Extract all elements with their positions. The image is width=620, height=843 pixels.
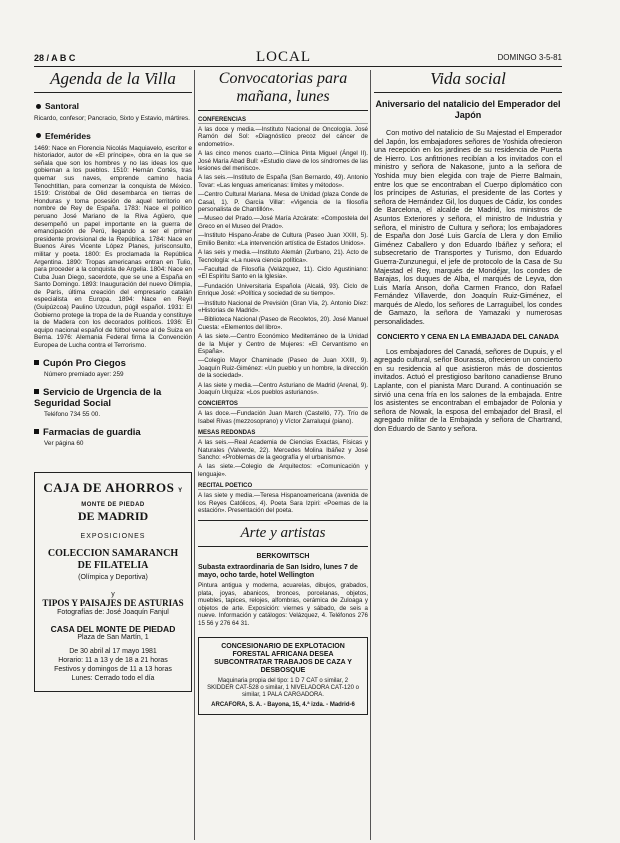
listing-entry: —Instituto Nacional de Previsión (Gran Vía, 2). Antonio Díez: «Historias de Madrid». [198, 299, 368, 314]
ad-horario: Horario: 11 a 13 y de 18 a 21 horas [58, 656, 168, 664]
square-bullet-icon [34, 360, 39, 365]
listing-entry: —Facultad de Filosofía (Velázquez, 11). Ciclo Agustiniano: «El Espíritu Santo en la Iglesia». [198, 265, 368, 281]
listing-entry: A las doce y media.—Instituto Nacional de Oncología. José Ramón del Sol: «Diagnóstico precoz del cáncer de endometrio». [198, 126, 368, 148]
efemerides-heading: Efemérides [34, 131, 192, 141]
ad-coleccion: COLECCION SAMARANCH [47, 547, 179, 559]
santoral-heading: Santoral [34, 101, 192, 111]
berko-lead: Subasta extraordinaria de San Isidro, lunes 7 de mayo, ocho tarde, hotel Wellington [198, 564, 358, 580]
berko-text: Pintura antigua y moderna, acuarelas, dibujos, grabados, plata, joyas, abanicos, bronces, porcelanas, objetos, muebles, tapices, relojes, alfombras, cerámica de Zuloaga y objetos de arte. Exposición: viernes y sábado, de seis a nueve. Información y catálogos: Velázquez, 4. Teléfonos 276 15 56 y 276 64 31. [198, 582, 368, 627]
servicio-text: Teléfono 734 55 00. [44, 410, 101, 418]
ad-fotos: Fotografías de: José Joaquín Fanjul [57, 608, 169, 616]
section-title: LOCAL [256, 49, 311, 65]
listing-entry: —Biblioteca Nacional (Paseo de Recoletos, 20). José Manuel Cuesta: «Elementos del libro». [198, 316, 368, 331]
listing-entry: A las siete.—Centro Económico Mediterráneo de la Unidad de la Mujer y Centro de Mujeres: «El Cervantismo en España». [198, 333, 368, 355]
bullet-icon [36, 104, 41, 109]
column-divider [194, 70, 195, 840]
ad-y: y [111, 590, 115, 598]
canada-headline: CONCIERTO Y CENA EN LA EMBAJADA DEL CANADA [377, 333, 559, 341]
conferencias-label: CONFERENCIAS [198, 117, 368, 124]
column-divider [370, 70, 371, 840]
listing-entry: —Instituto Hispano-Árabe de Cultura (Paseo Juan XXIII, 5). Emilio Benito: «La intervención artística de Estados Unidos». [198, 232, 368, 247]
forestal-ad-address: ARCAFORA, S. A. - Bayona, 15, 4.ª izda. - Madrid-6 [211, 701, 355, 708]
ad-fechas: De 30 abril al 17 mayo 1981 [69, 647, 157, 655]
page-header [34, 49, 562, 67]
convocatorias-title: Convocatorias para mañana, lunes [198, 70, 368, 111]
listing-entry: —Museo del Prado.—José María Azcárate: «Compostela del Greco en el Museo del Prado». [198, 215, 368, 230]
aniversario-headline: Aniversario del natalicio del Emperador del Japón [375, 99, 561, 120]
ad-caja-city: DE MADRID [77, 508, 149, 523]
listing-entry: A las doce.—Fundación Juan March (Castelló, 77). Trío de Isabel Rivas (mezzosoprano) y Víctor Zarraluqui (piano). [198, 410, 368, 425]
ad-plaza: Plaza de San Martín, 1 [77, 633, 149, 641]
aniversario-text: Con motivo del natalicio de Su Majestad el Emperador del Japón, los embajadores señores de Yoshida ofrecieron una recepción en los jardines de su residencia de Puerta de Hierro. Los anfitriones recibían a los invitados con el ministro y señora de Nakasone, junto a la señora de Yoshida muy bien elegida con traje de Pierre Balmain, entre los que se encontraban el Cuerpo diplomático con los príncipes de Asturias, el presidente de las Cortes y señora de Hernández Gil, los duques de Cádiz, los condes de Barcelona, el alcalde de Madrid, los ministros de Asuntos Exteriores y señora, el ministro de Industria y señora, el ministro de Cultura y señora; los embajadores de España don José Luis García de Llera y don Emilio Giménez Caballero y don Eduardo Ibáñez y señora; el subsecretario de Transportes y Turismo, don Eduardo Guerra-Zunzunegui, el jefe de protocolo de la Casa de Su Majestad el Rey, marqués de Mondéjar, los condes de Barajas, los duques de Alba, el marqués de Leyva, don Luis María Anson, doña Carmen Franco, don Rafael Fernández Villaverde, don Joaquín Ruiz-Giménez, el marqués de Aledo, los señores de Larraguibel, los condes de Gamazo, la señora de Yamazaki y numerosas personalidades. [374, 128, 562, 327]
efemerides-text: 1469: Nace en Florencia Nicolás Maquiavelo, escritor e historiador, autor de «El príncipe», obra en la que se señala que son los hombres y no las ideas los que gobiernan a los pueblos. 1510: Hernán Cortés, tras quemar sus naves, emprende camino hacia Tenochtitlan, para comenzar la conquista de México. 1519: Cristóbal de Olid desembarca en tierras de Honduras y toma posesión de aquel territorio en nombre de Rey de España. 1783: Nace el político peruano José Mariano de la Riva Agüero, que desempeñó un papel importante en la guerra de emancipación de Perú, llegando a ser el primer presidente provisional de la República. 1784: Nace en Buenos Aires Vicente López Planes, jurisconsulto, militar y poeta. 1800: Es proclamada la República Argentina. 1890: Tropas americanas entran en Tulio, para proceder a la conquista de Argelia. 1804: Nace en Cuba Juan Diego, sacerdote, que se une a España en Santo Domingo. 1893: Inauguración del nuevo Olimpia, de París, última creación del empresario catalán especialista en Europa. 1894: Nace en Reyil (Guipúzcoa) Paulino Uzcudun, púgil español. 1931: El Gobierno protege la tropa de la de Ruanda y constituye la de Madera con los decorados políticos. 1936: El equipo nacional español de fútbol vence al de Suiza en Berna. 1976: Alemania Federal firma la Convención Europea de Lucha contra el Terrorismo. [34, 144, 192, 350]
ad-festivos: Festivos y domingos de 11 a 13 horas [54, 665, 172, 673]
farmacias-text: Ver página 60 [44, 439, 84, 447]
page-number: 28 / A B C [34, 53, 76, 63]
forestal-ad-text: Maquinaria propia del tipo: 1 D 7 CAT o similar, 2 SKIDDER CAT-528 o similar, 1 NIVELADORA CAT-120 o similar, 1 PALA CARGADORA. [207, 677, 359, 698]
conciertos-label: CONCIERTOS [198, 401, 368, 408]
listing-entry: A las siete y media.—Centro Asturiano de Madrid (Arenal, 9). Joaquín Urquiza: «Los pueblos asturianos». [198, 381, 368, 396]
caja-ahorros-ad [34, 472, 192, 692]
ad-coleccion-2: DE FILATELIA [77, 559, 149, 571]
ad-expo: EXPOSICIONES [80, 532, 146, 540]
mesas-label: MESAS REDONDAS [198, 430, 368, 437]
convocatorias-column [198, 70, 368, 715]
listing-entry: —Fundación Universitaria Española (Alcalá, 93). Ciclo de Enrique José: «Política y sociedad de su tiempo». [198, 282, 368, 298]
ad-casa: CASA DEL MONTE DE PIEDAD [50, 623, 176, 634]
canada-text: Los embajadores del Canadá, señores de Dupuis, y el agregado cultural, señor Bourassa, ofrecieron un concierto en su residencia al que asistieron más de doscientos invitados. Actuó el prestigioso barítono canadiense Bruno Laplante, con el pianista Marc Durand. A continuación se sirvió una cena fría en los salones de la embajada. Entre los asistentes se encontraban el embajador de Polonia y señora de Nowak, la esposa del embajador del Brasil, el agregado militar de la Embajada y señora de Chartrand, don Eduardo de Santo y señora. [374, 346, 562, 433]
berko-title: BERKOWITSCH [256, 553, 310, 561]
listing-entry: A las cinco menos cuarto.—Clínica Pinta Miguel (Ángel II). José María Abad Bull: «Estudio clave de los síndromes de las lesiones del menisco». [198, 150, 368, 173]
listing-entry: A las seis.—Real Academia de Ciencias Exactas, Físicas y Naturales (Valverde, 22). Mercedes Molina Ibáñez y José Sancho: «Problemas de la geografía y el urbanismo». [198, 439, 368, 462]
agenda-title: Agenda de la Villa [34, 70, 192, 93]
listing-entry: A las siete.—Colegio de Arquitectos: «Comunicación y lenguaje». [198, 463, 368, 478]
page-date: DOMINGO 3-5-81 [497, 53, 562, 62]
recital-list [198, 492, 368, 514]
listing-entry: —Colegio Mayor Chaminade (Paseo de Juan XXIII, 9). Joaquín Ruiz-Giménez: «Un pueblo y un hombre, la dirección de la sociedad». [198, 357, 368, 380]
ad-tipos: TIPOS Y PAISAJES DE ASTURIAS [42, 597, 184, 608]
ad-coleccion-sub: (Olímpica y Deportiva) [78, 573, 148, 581]
listing-entry: A las siete y media.—Teresa Hispanoamericana (avenida de los Reyes Católicos, 4). Poeta Sara Izpiri: «Poemas de la estación». Presentación del poeta. [198, 492, 368, 515]
agenda-column [34, 70, 192, 692]
forestal-ad-title: CONCESIONARIO DE EXPLOTACION FORESTAL AFRICANA DESEA SUBCONTRATAR TRABAJOS DE CAZA Y DESBOSQUE [214, 642, 352, 674]
cupon-heading: Cupón Pro Ciegos [34, 358, 192, 369]
listing-entry: —Centro Cultural Mariana. Mesa de Unidad (plaza Conde de Casal, 1). P. García Villar: «Vigencia de la filosofía personalista de Chantillón». [198, 191, 368, 214]
square-bullet-icon [34, 389, 39, 394]
conciertos-list [198, 410, 368, 425]
ad-caja-name: CAJA DE AHORROS Y MONTE DE PIEDAD [43, 479, 183, 508]
arte-title: Arte y artistas [198, 520, 368, 547]
vida-social-column [374, 70, 562, 438]
forestal-ad [198, 637, 368, 715]
ad-lunes: Lunes: Cerrado todo el día [71, 674, 155, 682]
mesas-list [198, 439, 368, 478]
farmacias-heading: Farmacias de guardia [34, 427, 192, 438]
recital-label: RECITAL POETICO [198, 483, 368, 490]
listing-entry: A las seis y media.—Instituto Alemán (Zurbano, 21). Acto de Tecnología: «La nueva ciencia política». [198, 249, 368, 264]
vida-social-title: Vida social [374, 70, 562, 93]
listing-entry: A las seis.—Instituto de España (San Bernardo, 49). Antonio Tovar: «Las lenguas americanas: límites y métodos». [198, 174, 368, 189]
bullet-icon [36, 133, 41, 138]
cupon-text: Número premiado ayer: 259 [44, 370, 124, 378]
square-bullet-icon [34, 429, 39, 434]
conferencias-list [198, 126, 368, 396]
servicio-heading: Servicio de Urgencia de la Seguridad Social [34, 386, 162, 409]
santoral-text: Ricardo, confesor; Pancracio, Sixto y Estavio, mártires. [34, 115, 190, 122]
